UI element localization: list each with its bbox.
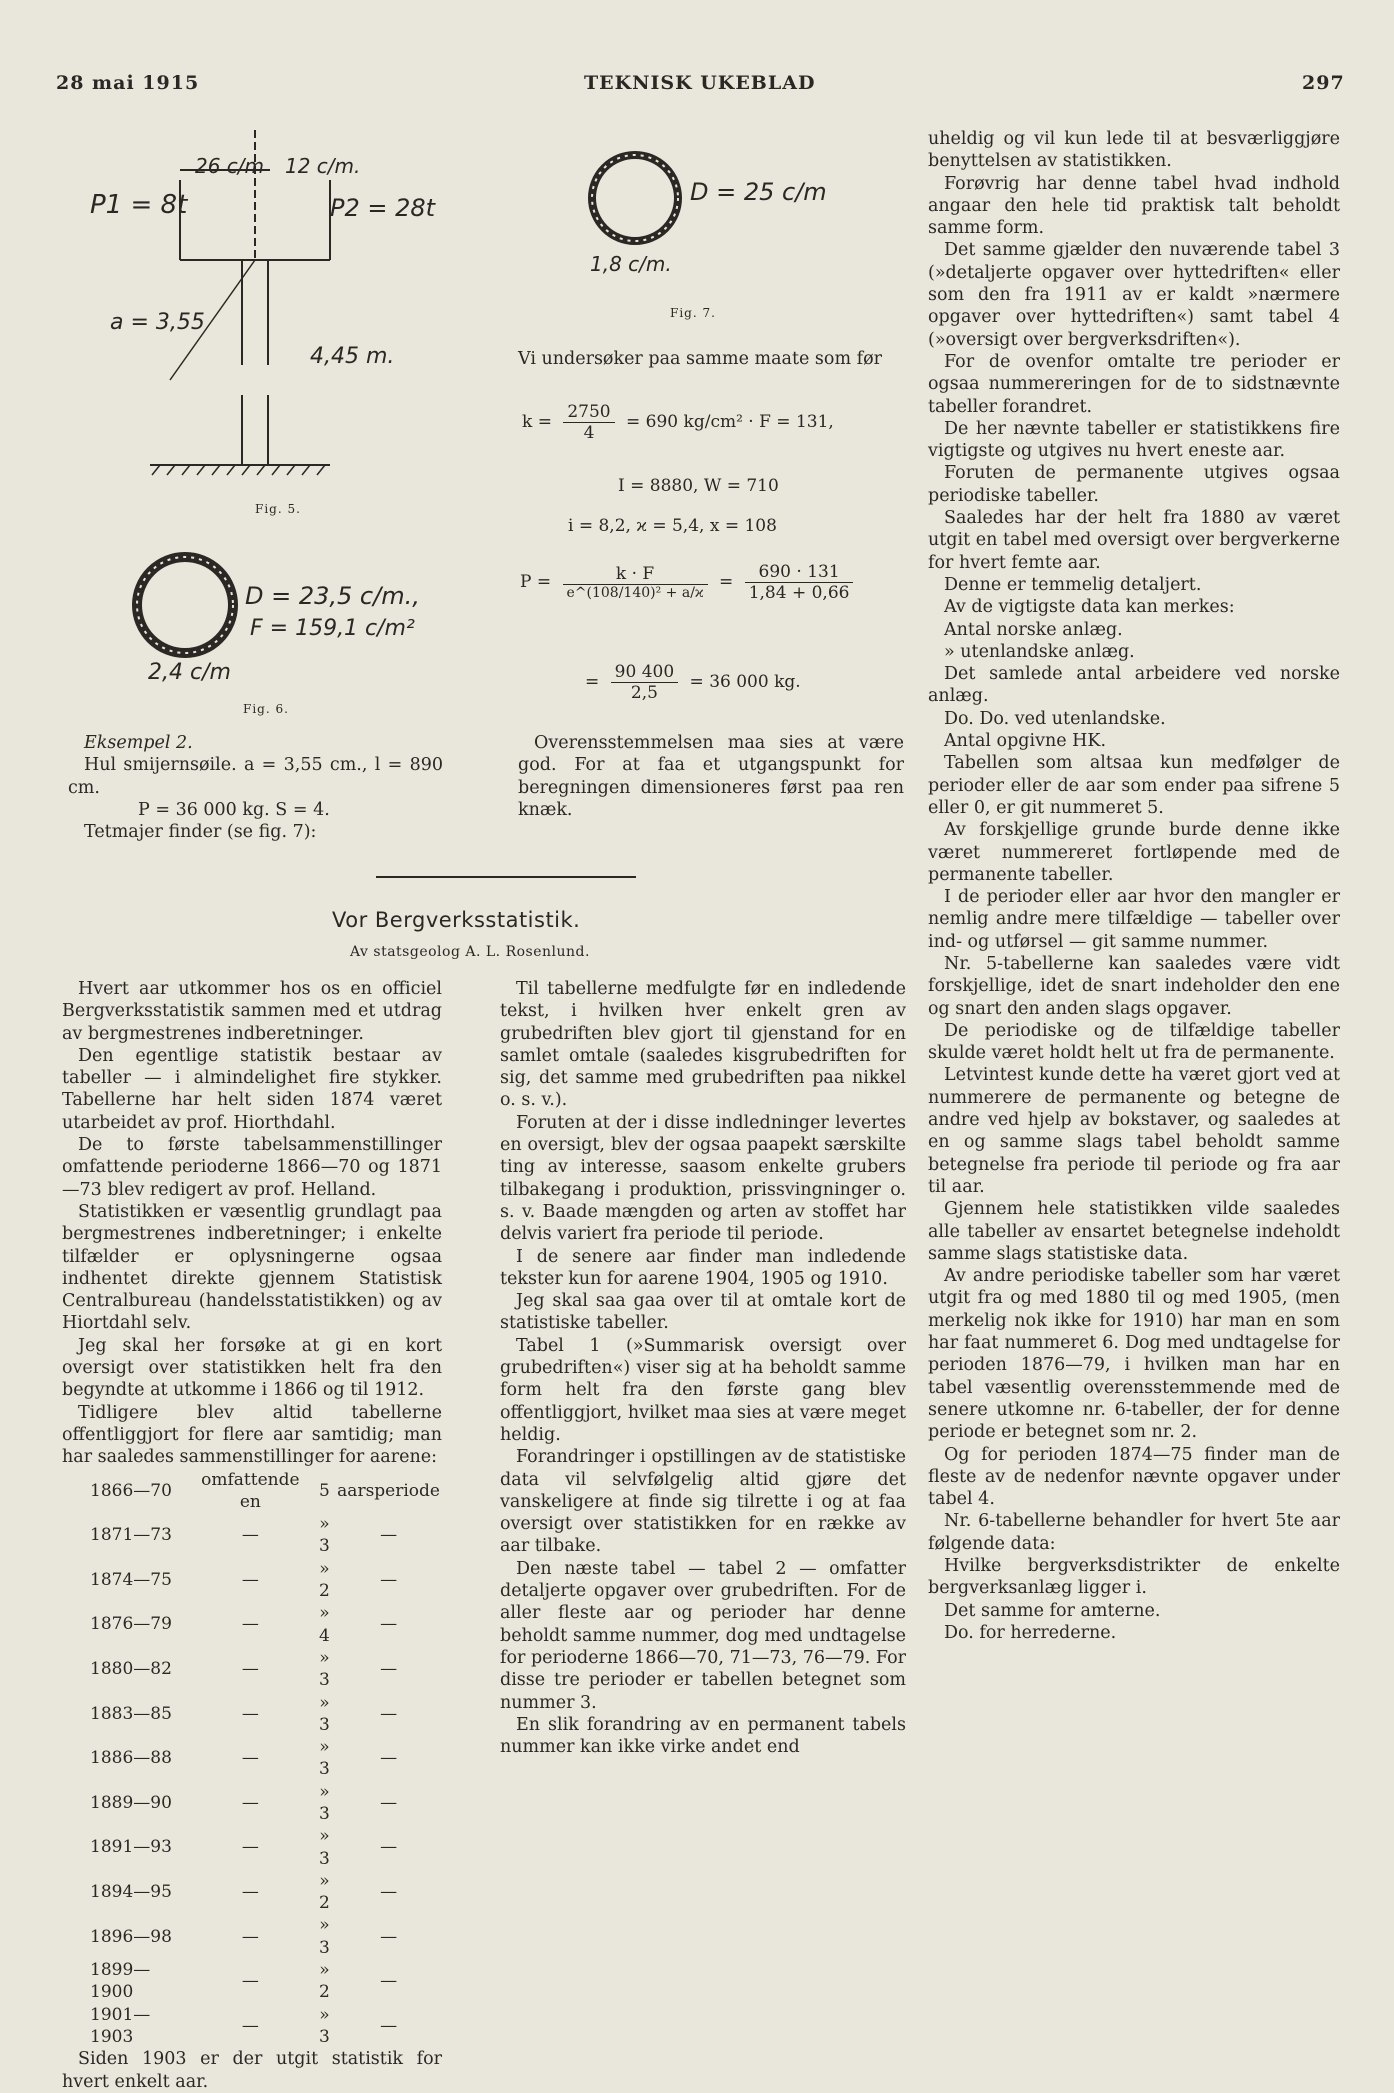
periods-cell-n: » 3 — [319, 1915, 330, 1958]
col1-end: Siden 1903 er der utgit statistik for hvert enkelt aar. — [62, 2049, 442, 2092]
header-journal: TEKNISK UKEBLAD — [584, 72, 816, 94]
eq-iw: I = 8880, W = 710 — [618, 476, 779, 496]
periods-cell-mid: — — [241, 2015, 259, 2036]
col2-para: I de senere aar finder man indledende tekster kun for aarene 1904, 1905 og 1910. — [500, 1246, 906, 1289]
eq-p-den1: e^(108/140)² + a/ϰ — [566, 585, 704, 601]
periods-cell-years: 1883—85 — [90, 1703, 172, 1724]
fig5-caption: Fig. 5. — [255, 502, 301, 516]
eq-r-den: 2,5 — [630, 683, 658, 703]
eq-k — [522, 402, 834, 443]
periods-row — [90, 1513, 440, 1558]
periods-cell-end: — — [380, 2015, 398, 2036]
periods-cell-end: — — [380, 1926, 398, 1947]
col2-text — [500, 978, 906, 1758]
periods-cell-n: » 3 — [319, 1781, 330, 1824]
fig6-d: D = 23,5 c/m., — [245, 582, 420, 610]
col2-para: Forandringer i opstillingen av de statistiske data vil selvfølgelig altid gjøre det vanskeligere at finde sig tilrette i og at faa oversigt over statistikken for en række av aar tilbake. — [500, 1447, 906, 1557]
col3-text — [928, 128, 1340, 1644]
eq-k-rest: = 690 kg/cm² · F = 131, — [626, 412, 834, 432]
example-line1: Hul smijernsøile. a = 3,55 cm., l = 890 cm. — [68, 755, 443, 798]
col3-para: Det samme for amterne. — [944, 1600, 1161, 1621]
col1-para: Statistikken er væsentlig grundlagt paa bergmestrenes indberetninger; i enkelte tilfælder er oplysningerne ogsaa indhentet direkte gjennem Statistisk Centralbureau (handelsstatistikken) og av Hiortdahl selv. — [62, 1201, 442, 1334]
fig5-dim-left: 26 c/m — [195, 154, 265, 178]
eq-ix: i = 8,2, ϰ = 5,4, x = 108 — [568, 516, 777, 536]
periods-cell-mid: — — [241, 1748, 259, 1769]
periods-cell-mid: — — [241, 1614, 259, 1635]
fig6-caption: Fig. 6. — [243, 702, 289, 716]
fig6-thickness: 2,4 c/m — [148, 660, 231, 685]
fig6-f: F = 159,1 c/m² — [250, 616, 415, 641]
eq-r-rest: = 36 000 kg. — [689, 672, 801, 692]
col2-para: Jeg skal saa gaa over til at omtale kort de statistiske tabeller. — [500, 1291, 906, 1334]
col3-para: Av de vigtigste data kan merkes: — [944, 597, 1235, 618]
periods-cell-n: » 3 — [319, 1737, 330, 1780]
col1-para: De to første tabelsammenstillinger omfattende perioderne 1866—70 og 1871—73 blev redigert av prof. Helland. — [62, 1135, 442, 1200]
periods-row — [90, 1781, 440, 1826]
periods-cell-end: aarsperiode — [337, 1480, 440, 1501]
article-byline: Av statsgeolog A. L. Rosenlund. — [350, 944, 590, 960]
periods-row — [90, 1870, 440, 1915]
col2-para: Til tabellerne medfulgte før en indledende tekst, i hvilken hver enkelt gren av grubedriften blev gjort til gjenstand for en samlet omtale (saaledes kisgrubedriften for sig, det samme med grubedriften paa nikkel o. s. v.). — [500, 979, 906, 1111]
periods-cell-end: — — [380, 1971, 398, 1992]
periods-cell-years: 1886—88 — [90, 1748, 172, 1769]
periods-cell-end: — — [380, 1792, 398, 1813]
periods-cell-mid: omfattende en — [201, 1469, 300, 1512]
periods-cell-n: » 2 — [319, 1870, 330, 1914]
periods-row — [90, 1647, 440, 1692]
periods-cell-n: » 4 — [319, 1603, 330, 1646]
col3-para: Det samme gjælder den nuværende tabel 3 (»detaljerte opgaver over hyttedriften« eller som den fra 1911 av er kaldt »nærmere opgaver over hyttedriften«) samt tabel 4 (»oversigt over bergverksdriften«). — [928, 240, 1340, 350]
periods-row — [90, 1736, 440, 1781]
col1-para: Hvert aar utkommer hos os en officiel Bergverksstatistik sammen med et utdrag av bergmestrenes indberetninger. — [62, 979, 442, 1044]
col1-para: Den egentlige statistik bestaar av tabeller — i almindelighet fire stykker. Tabellerne har helt siden 1874 været utarbeidet av prof. Hiorthdahl. — [62, 1045, 442, 1133]
periods-cell-end: — — [380, 1525, 398, 1546]
col1-text — [62, 978, 442, 2093]
periods-cell-n: » 3 — [319, 1692, 330, 1735]
periods-cell-years: 1874—75 — [90, 1569, 172, 1590]
periods-cell-years: 1901—1903 — [90, 2004, 151, 2047]
eq-p-lhs: P = — [520, 572, 552, 592]
calc-after-text: Overensstemmelsen maa sies at være god. For at faa et utgangspunkt for beregningen dimensioneres først paa ren knæk. — [518, 733, 904, 820]
eq-k-num: 2750 — [563, 402, 614, 423]
col3-para: I de perioder eller aar hvor den mangler er nemlig andre mere tilfældige — tabeller over ind- og utførsel — git samme nummer. — [928, 887, 1340, 952]
fig7-thickness: 1,8 c/m. — [590, 252, 672, 276]
col3-para: Gjennem hele statistikken vilde saaledes alle tabeller av ensartet betegnelse indeholdt samme slags statistiske data. — [928, 1199, 1340, 1264]
example-line2: P = 36 000 kg. S = 4. — [138, 799, 330, 820]
periods-cell-mid: — — [241, 1926, 259, 1947]
periods-row — [90, 1602, 440, 1647]
periods-row — [90, 2004, 440, 2049]
fig6-tube — [130, 550, 240, 660]
periods-row — [90, 1825, 440, 1870]
col3-para: For de ovenfor omtalte tre perioder er ogsaa nummereringen for de to sidstnævnte tabeller forandret. — [928, 351, 1340, 417]
calc-intro: Vi undersøker paa samme maate som før — [518, 349, 882, 369]
eq-k-lhs: k = — [522, 412, 552, 432]
col1-para: Jeg skal her forsøke at gi en kort oversigt over statistikken helt fra den begyndte at utkomme i 1866 og til 1912. — [62, 1335, 442, 1401]
periods-cell-years: 1894—95 — [90, 1882, 172, 1903]
periods-table — [90, 1469, 440, 2049]
fig7-caption: Fig. 7. — [670, 306, 716, 320]
example-title: Eksempel 2. — [84, 733, 193, 753]
col3-para: Av forskjellige grunde burde denne ikke været nummereret fortløpende med de permanente tabeller. — [928, 820, 1340, 885]
col2-para: Tabel 1 (»Summarisk oversigt over grubedriften«) viser sig at ha beholdt samme form helt fra den første gang blev offentliggjort, hvilket maa sies at være meget heldig. — [500, 1335, 906, 1445]
periods-cell-n: 5 — [319, 1480, 330, 1501]
col3-para: Av andre periodiske tabeller som har været utgit fra og med 1880 til og med 1905, (men merkelig nok ikke for 1910) har man en som har faat nummeret 6. Dog med undtagelse for perioden 1876—79, i hvilken man har en tabel væsentlig overensstemmende med de senere utkomne nr. 6-tabeller, der for denne periode er betegnet som nr. 2. — [928, 1266, 1340, 1443]
periods-row — [90, 1469, 440, 1514]
periods-cell-n: » 2 — [319, 1558, 330, 1602]
col3-para: De her nævnte tabeller er statistikkens fire vigtigste og utgives nu hvert eneste aar. — [928, 418, 1340, 462]
fig7-d: D = 25 c/m — [690, 178, 827, 206]
col3-para: Antal norske anlæg. — [944, 619, 1123, 640]
fig7-tube — [585, 148, 685, 248]
periods-cell-years: 1889—90 — [90, 1792, 172, 1813]
col3-para: Denne er temmelig detaljert. — [944, 574, 1202, 595]
col3-para: uheldig og vil kun lede til at besværliggjøre benyttelsen av statistikken. — [928, 129, 1340, 172]
section-divider — [376, 876, 636, 878]
eq-p-num1: k · F — [563, 564, 708, 585]
periods-cell-end: — — [380, 1882, 398, 1903]
periods-row — [90, 1914, 440, 1959]
col1-para: Tidligere blev altid tabellerne offentliggjort for flere aar samtidig; man har saaledes sammenstillinger for aarene: — [62, 1402, 442, 1468]
periods-cell-years: 1876—79 — [90, 1614, 172, 1635]
col3-para: » utenlandske anlæg. — [944, 641, 1135, 662]
example-block — [68, 732, 443, 843]
periods-row — [90, 1692, 440, 1737]
periods-cell-mid: — — [241, 1569, 259, 1590]
periods-cell-end: — — [380, 1659, 398, 1680]
periods-cell-end: — — [380, 1748, 398, 1769]
col3-para: De periodiske og de tilfældige tabeller skulde været holdt helt ut fra de permanente. — [928, 1020, 1340, 1064]
periods-cell-mid: — — [241, 1792, 259, 1813]
periods-cell-years: 1896—98 — [90, 1926, 172, 1947]
col3-para: Do. Do. ved utenlandske. — [944, 708, 1166, 729]
col2-para: Den næste tabel — tabel 2 — omfatter detaljerte opgaver over grubedriften. For de aller fleste aar og perioder har denne beholdt samme nummer, dog med undtagelse for perioderne 1866—70, 71—73, 76—79. For disse tre perioder er tabellen betegnet som nummer 3. — [500, 1558, 906, 1713]
header-date: 28 mai 1915 — [56, 72, 200, 94]
col3-para: Nr. 5-tabellerne kan saaledes være vidt forskjellige, idet de snart indeholder den ene og snart den anden slags opgaver. — [928, 953, 1340, 1019]
fig5-p1: P1 = 8t — [90, 190, 188, 220]
periods-cell-mid: — — [241, 1971, 259, 1992]
periods-cell-years: 1866—70 — [90, 1480, 172, 1501]
fig5-p2: P2 = 28t — [330, 194, 436, 222]
col3-para: Tabellen som altsaa kun medfølger de perioder eller de aar som ender paa sifrene 5 eller 0, er git nummeret 5. — [928, 753, 1340, 818]
periods-cell-end: — — [380, 1614, 398, 1635]
eq-r-num: 90 400 — [611, 662, 678, 683]
col2-para: Foruten at der i disse indledninger levertes en oversigt, blev der ogsaa paapekt særskilte ting av interesse, saasom enkelte grubers tilbakegang i produktion, prissvingninger o. s. v. Baade mængden og arten av stoffet har delvis variert fra periode til periode. — [500, 1112, 906, 1245]
col3-para: Letvintest kunde dette ha været gjort ved at nummerere de permanente og betegne de andre ved hjelp av bokstaver, og saaledes at en og samme slags tabel beholdt samme betegnelse fra periode til periode og fra aar til aar. — [928, 1065, 1340, 1197]
periods-cell-years: 1899—1900 — [90, 1960, 151, 2003]
col3-para: Det samlede antal arbeidere ved norske anlæg. — [928, 664, 1340, 707]
fig5-a: a = 3,55 — [110, 310, 205, 335]
col3-para: Og for perioden 1874—75 finder man de fleste av de nedenfor nævnte opgaver under tabel 4. — [928, 1444, 1340, 1510]
periods-cell-mid: — — [241, 1525, 259, 1546]
eq-p-den2: 1,84 + 0,66 — [748, 583, 850, 603]
col3-para: Do. for herrederne. — [944, 1622, 1117, 1643]
fig5-length: 4,45 m. — [310, 344, 395, 369]
periods-cell-mid: — — [241, 1659, 259, 1680]
periods-cell-years: 1891—93 — [90, 1837, 172, 1858]
periods-cell-end: — — [380, 1837, 398, 1858]
periods-cell-years: 1871—73 — [90, 1525, 172, 1546]
col3-para: Foruten de permanente utgives ogsaa periodiske tabeller. — [928, 463, 1340, 506]
periods-cell-n: » 2 — [319, 1960, 330, 2003]
col2-para: En slik forandring av en permanent tabels nummer kan ikke virke andet end — [500, 1714, 906, 1758]
periods-row — [90, 1558, 440, 1603]
fig5-dim-right: 12 c/m. — [285, 154, 361, 178]
eq-result: = $\frac{90 400}{2,5}$ = 36 000 kg. — [585, 662, 801, 703]
periods-cell-n: » 3 — [319, 2004, 330, 2047]
calc-after — [518, 732, 904, 821]
eq-p-num2: 690 · 131 — [745, 562, 854, 583]
article-title: Vor Bergverksstatistik. — [332, 908, 581, 932]
eq-k-den: 4 — [583, 423, 595, 443]
eq-p: P = $\frac{k \cdot F}{\text{e\textasciicircum{}(108/140)² + a/ϰ}}$ = $\frac{690 \cdot 131}{1,84 + 0,66}$ — [520, 562, 859, 603]
periods-cell-mid: — — [241, 1837, 259, 1858]
periods-cell-end: — — [380, 1703, 398, 1724]
col3-para: Nr. 6-tabellerne behandler for hvert 5te aar følgende data: — [928, 1511, 1340, 1554]
periods-cell-mid: — — [241, 1882, 259, 1903]
col3-para: Saaledes har der helt fra 1880 av været utgit en tabel med oversigt over bergverkerne for hvert femte aar. — [928, 508, 1340, 573]
periods-cell-n: » 3 — [319, 1826, 330, 1869]
periods-cell-end: — — [380, 1569, 398, 1590]
periods-cell-years: 1880—82 — [90, 1659, 172, 1680]
col3-para: Hvilke bergverksdistrikter de enkelte bergverksanlæg ligger i. — [928, 1556, 1340, 1599]
col3-para: Forøvrig har denne tabel hvad indhold angaar den hele tid praktisk talt beholdt samme form. — [928, 173, 1340, 239]
periods-cell-mid: — — [241, 1703, 259, 1724]
example-line3: Tetmajer finder (se fig. 7): — [84, 822, 317, 843]
periods-row — [90, 1959, 440, 2004]
periods-cell-n: » 3 — [319, 1514, 330, 1557]
col3-para: Antal opgivne HK. — [944, 731, 1107, 752]
periods-cell-n: » 3 — [319, 1647, 330, 1691]
header-page-number: 297 — [1302, 72, 1345, 94]
